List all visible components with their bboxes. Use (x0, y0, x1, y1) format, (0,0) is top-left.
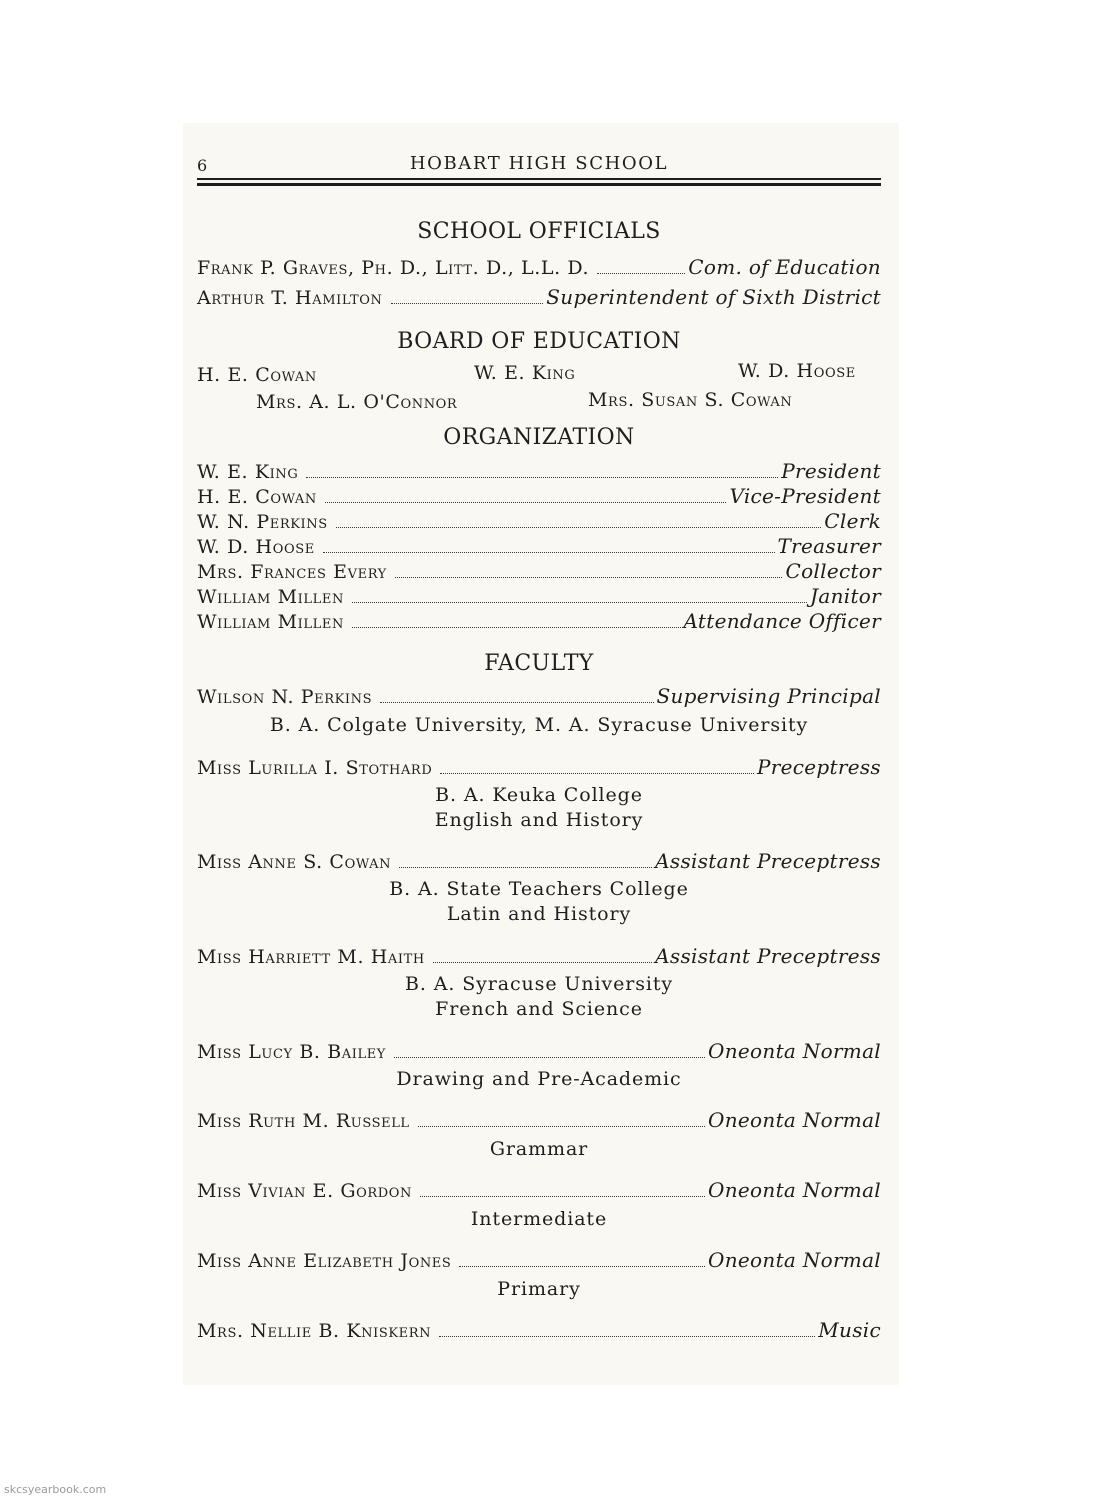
faculty-role: Oneonta Normal (708, 1039, 881, 1063)
page-header (197, 152, 881, 180)
faculty-detail: B. A. State Teachers College (389, 878, 689, 900)
leader-dots (394, 1057, 705, 1058)
faculty-entry (197, 944, 881, 968)
faculty-role: Music (818, 1318, 881, 1342)
organization-name: H. E. Cowan (197, 486, 317, 508)
leader-dots (336, 527, 822, 528)
organization-entry (197, 484, 881, 508)
organization-entry (197, 509, 881, 533)
official-entry (197, 285, 881, 309)
faculty-name: Mrs. Nellie B. Kniskern (197, 1320, 432, 1342)
leader-dots (597, 273, 685, 274)
faculty-detail: B. A. Syracuse University (405, 973, 673, 995)
organization-role: Attendance Officer (683, 609, 881, 633)
organization-entry (197, 559, 881, 583)
header-rule-thick (197, 183, 881, 186)
official-entry (197, 255, 881, 279)
faculty-name: Miss Lucy B. Bailey (197, 1041, 386, 1063)
organization-role: President (781, 459, 881, 483)
faculty-detail: Primary (497, 1278, 581, 1300)
leader-dots (325, 502, 727, 503)
section-heading-board-of-education: BOARD OF EDUCATION (397, 329, 681, 354)
organization-role: Collector (785, 559, 881, 583)
header-rule-thin (197, 178, 881, 180)
organization-entry (197, 534, 881, 558)
faculty-entry (197, 755, 881, 779)
organization-role: Treasurer (777, 534, 881, 558)
faculty-role: Assistant Preceptress (655, 849, 881, 873)
leader-dots (323, 552, 775, 553)
leader-dots (418, 1126, 705, 1127)
faculty-name: Wilson N. Perkins (197, 686, 373, 708)
organization-entry (197, 584, 881, 608)
faculty-entry (197, 1039, 881, 1063)
leader-dots (395, 577, 783, 578)
faculty-detail: B. A. Colgate University, M. A. Syracuse University (269, 714, 809, 736)
faculty-detail: Grammar (489, 1138, 589, 1160)
board-member: H. E. Cowan (197, 364, 317, 386)
organization-role: Janitor (810, 584, 881, 608)
faculty-detail: Intermediate (470, 1208, 608, 1230)
organization-name: W. D. Hoose (197, 536, 315, 558)
board-member: Mrs. Susan S. Cowan (588, 389, 793, 411)
leader-dots (399, 867, 652, 868)
leader-dots (420, 1196, 705, 1197)
leader-dots (380, 702, 653, 703)
faculty-detail: Latin and History (446, 903, 632, 925)
official-role: Superintendent of Sixth District (546, 285, 881, 309)
faculty-detail: B. A. Keuka College (435, 784, 643, 806)
faculty-entry (197, 849, 881, 873)
section-heading-school-officials: SCHOOL OFFICIALS (417, 219, 661, 244)
page-number: 6 (197, 156, 208, 175)
official-name: Frank P. Graves, Ph. D., Litt. D., L.L. D. (197, 257, 590, 279)
organization-name: W. N. Perkins (197, 511, 328, 533)
faculty-entry (197, 1248, 881, 1272)
leader-dots (433, 962, 652, 963)
leader-dots (439, 1336, 815, 1337)
official-name: Arthur T. Hamilton (197, 287, 383, 309)
official-role: Com. of Education (688, 255, 881, 279)
faculty-name: Miss Anne Elizabeth Jones (197, 1250, 452, 1272)
section-heading-faculty: FACULTY (484, 651, 594, 676)
faculty-role: Oneonta Normal (708, 1108, 881, 1132)
faculty-name: Miss Lurilla I. Stothard (197, 757, 433, 779)
faculty-detail: English and History (434, 809, 644, 831)
leader-dots (440, 773, 754, 774)
faculty-entry (197, 684, 881, 708)
leader-dots (352, 602, 807, 603)
faculty-name: Miss Anne S. Cowan (197, 851, 392, 873)
leader-dots (352, 627, 681, 628)
faculty-name: Miss Ruth M. Russell (197, 1110, 410, 1132)
faculty-role: Preceptress (757, 755, 881, 779)
section-heading-organization: ORGANIZATION (443, 425, 635, 450)
faculty-name: Miss Harriett M. Haith (197, 946, 425, 968)
faculty-entry (197, 1178, 881, 1202)
faculty-role: Oneonta Normal (708, 1178, 881, 1202)
faculty-name: Miss Vivian E. Gordon (197, 1180, 413, 1202)
leader-dots (459, 1266, 705, 1267)
faculty-entry (197, 1318, 881, 1342)
board-member: W. E. King (474, 362, 576, 384)
faculty-role: Oneonta Normal (708, 1248, 881, 1272)
organization-entry (197, 609, 881, 633)
organization-role: Clerk (824, 509, 881, 533)
leader-dots (306, 477, 778, 478)
leader-dots (391, 303, 544, 304)
board-member: Mrs. A. L. O'Connor (256, 391, 458, 413)
organization-name: W. E. King (197, 461, 299, 483)
site-watermark: skcsyearbook.com (4, 1483, 107, 1496)
organization-name: Mrs. Frances Every (197, 561, 387, 583)
organization-name: William Millen (197, 586, 344, 608)
faculty-entry (197, 1108, 881, 1132)
faculty-role: Assistant Preceptress (655, 944, 881, 968)
organization-entry (197, 459, 881, 483)
faculty-role: Supervising Principal (656, 684, 881, 708)
organization-role: Vice-President (729, 484, 881, 508)
organization-name: William Millen (197, 611, 344, 633)
board-member: W. D. Hoose (738, 360, 856, 382)
running-title: HOBART HIGH SCHOOL (409, 153, 669, 174)
faculty-detail: Drawing and Pre-Academic (396, 1068, 682, 1090)
faculty-detail: French and Science (435, 998, 643, 1020)
